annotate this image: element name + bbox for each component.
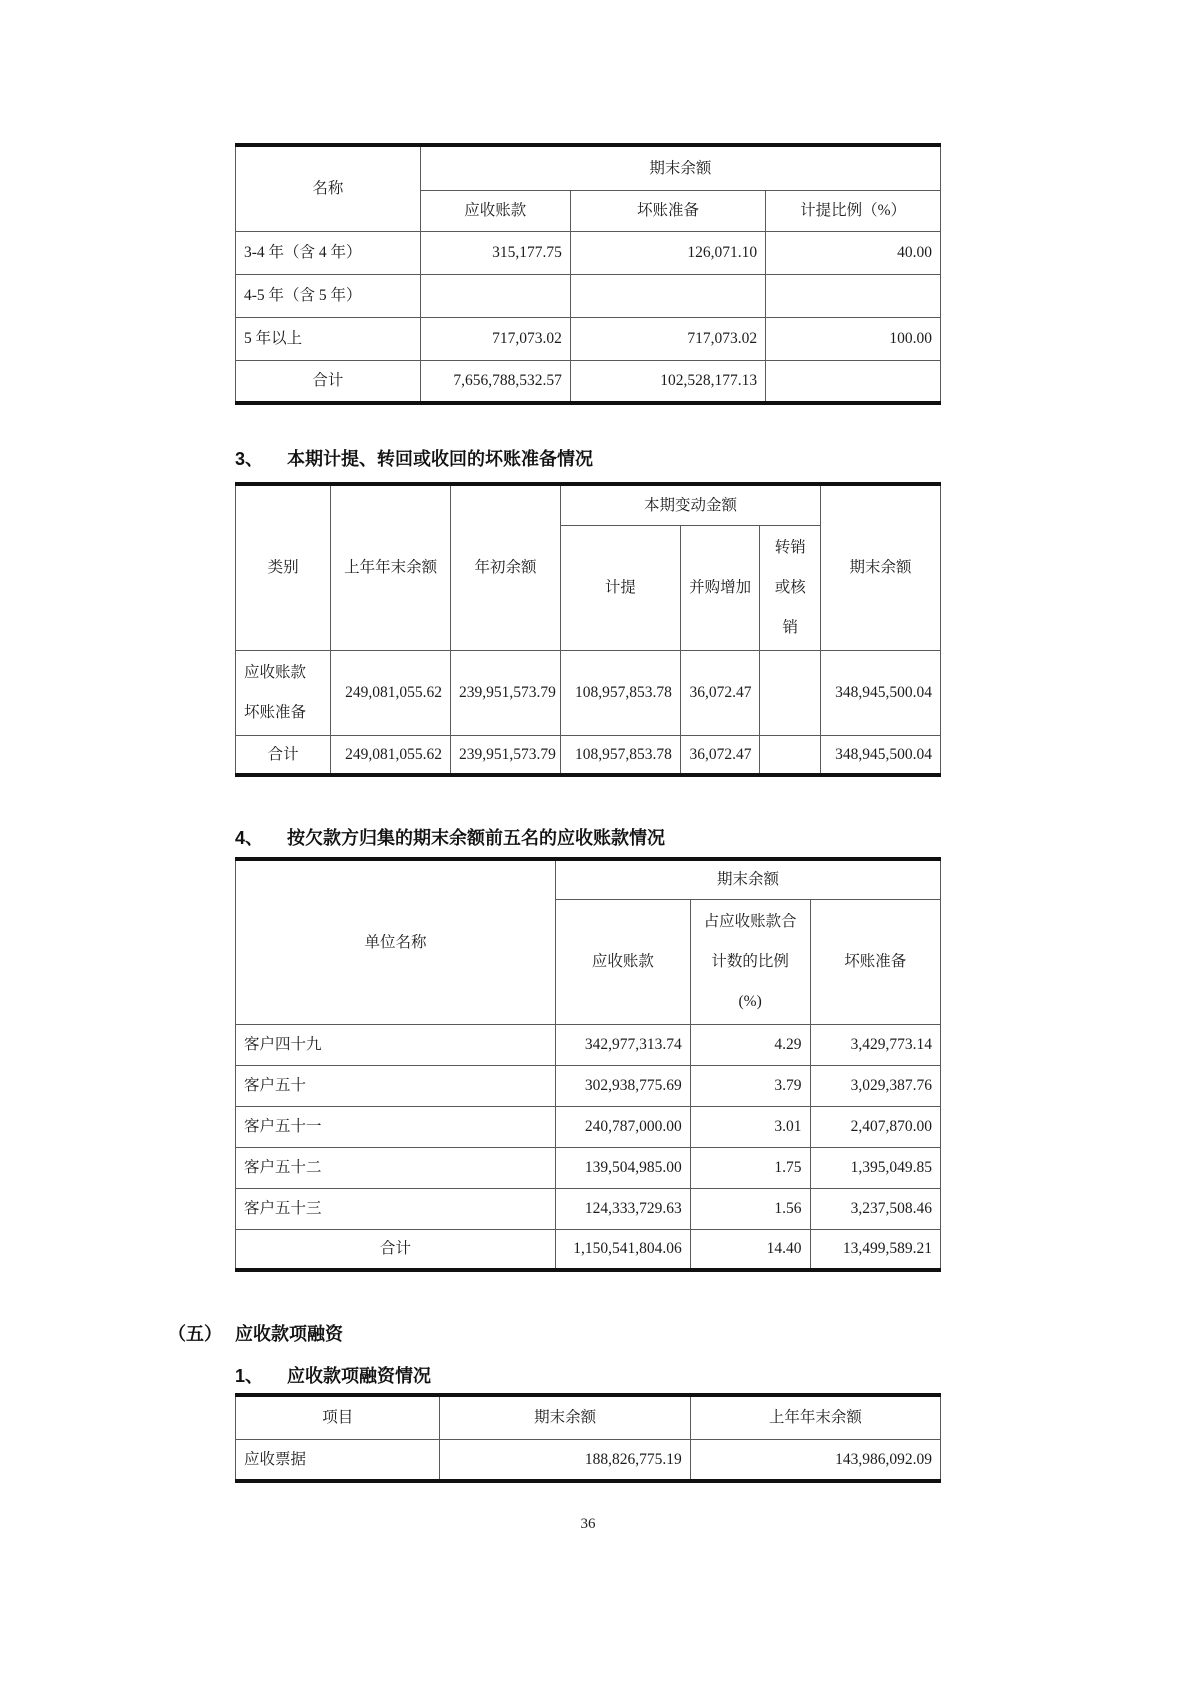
column-header-year-begin: 年初余额 (451, 484, 561, 650)
subsection-heading-1 (235, 1364, 431, 1388)
table-row (236, 231, 941, 274)
cell-label: 3-4 年（含 4 年） (236, 231, 421, 274)
receivables-financing-table (235, 1393, 941, 1483)
column-header-receivable: 应收账款 (420, 190, 570, 231)
cell-year-begin: 239,951,573.79 (451, 650, 561, 735)
cell-customer: 客户五十 (236, 1065, 556, 1106)
section-heading-3 (235, 447, 593, 471)
cell-bad-debt: 1,395,049.85 (810, 1147, 940, 1188)
cell-bad-debt: 102,528,177.13 (570, 360, 765, 403)
cell-total-label: 合计 (236, 735, 331, 775)
cell-customer: 客户五十三 (236, 1188, 556, 1229)
cell-label: 5 年以上 (236, 317, 421, 360)
column-header-period-end: 期末余额 (440, 1395, 690, 1439)
cell-customer: 客户四十九 (236, 1024, 556, 1065)
cell-label: 4-5 年（含 5 年） (236, 274, 421, 317)
column-group-header-period-end: 期末余额 (556, 859, 941, 899)
cell-acquisition: 36,072.47 (680, 650, 760, 735)
column-header-item: 项目 (236, 1395, 440, 1439)
cell-customer: 客户五十二 (236, 1147, 556, 1188)
cell-year-begin: 239,951,573.79 (451, 735, 561, 775)
cell-acquisition: 36,072.47 (680, 735, 760, 775)
section-title: 按欠款方归集的期末余额前五名的应收账款情况 (287, 828, 665, 848)
column-header-category: 类别 (236, 484, 331, 650)
section-number: （五） (168, 1324, 222, 1344)
cell-receivable: 315,177.75 (420, 231, 570, 274)
cell-item: 应收票据 (236, 1439, 440, 1481)
cell-receivable: 124,333,729.63 (556, 1188, 691, 1229)
cell-ratio (766, 274, 941, 317)
cell-bad-debt (570, 274, 765, 317)
section-heading-5 (168, 1322, 343, 1346)
table-row (236, 1106, 941, 1147)
table-total-row (236, 1229, 941, 1270)
cell-prev-year-end: 143,986,092.09 (690, 1439, 940, 1481)
column-header-accrual: 计提 (560, 525, 680, 650)
column-group-header-period-end: 期末余额 (420, 145, 940, 190)
section-heading-4 (235, 826, 665, 850)
section-title: 应收款项融资情况 (287, 1366, 431, 1386)
table-total-row (236, 360, 941, 403)
cell-bad-debt: 3,029,387.76 (810, 1065, 940, 1106)
cell-total-label: 合计 (236, 1229, 556, 1270)
provision-change-table (235, 482, 941, 777)
cell-receivable: 717,073.02 (420, 317, 570, 360)
section-number: 4、 (235, 828, 264, 848)
cell-ratio (766, 360, 941, 403)
cell-period-end: 348,945,500.04 (821, 650, 941, 735)
table-header-row (236, 484, 941, 525)
top-five-receivables-table (235, 857, 941, 1272)
cell-ratio: 1.56 (690, 1188, 810, 1229)
column-header-receivable: 应收账款 (556, 899, 691, 1024)
table-row (236, 1024, 941, 1065)
column-header-ratio: 占应收账款合 计数的比例 (%) (690, 899, 810, 1024)
column-header-writeoff: 转销 或核 销 (760, 525, 821, 650)
column-header-unit-name: 单位名称 (236, 859, 556, 1024)
aging-analysis-table (235, 143, 941, 405)
section-title: 本期计提、转回或收回的坏账准备情况 (287, 449, 593, 469)
cell-receivable: 1,150,541,804.06 (556, 1229, 691, 1270)
cell-accrual: 108,957,853.78 (560, 650, 680, 735)
cell-bad-debt: 3,429,773.14 (810, 1024, 940, 1065)
cell-period-end: 188,826,775.19 (440, 1439, 690, 1481)
table-row (236, 274, 941, 317)
table-row (236, 1147, 941, 1188)
cell-prev-year-end: 249,081,055.62 (331, 735, 451, 775)
cell-bad-debt: 126,071.10 (570, 231, 765, 274)
table-row (236, 1065, 941, 1106)
cell-ratio: 14.40 (690, 1229, 810, 1270)
cell-accrual: 108,957,853.78 (560, 735, 680, 775)
cell-category: 应收账款 坏账准备 (236, 650, 331, 735)
cell-bad-debt: 2,407,870.00 (810, 1106, 940, 1147)
cell-bad-debt: 13,499,589.21 (810, 1229, 940, 1270)
cell-writeoff (760, 650, 821, 735)
column-header-bad-debt: 坏账准备 (570, 190, 765, 231)
column-header-prev-year-end: 上年年末余额 (331, 484, 451, 650)
cell-bad-debt: 717,073.02 (570, 317, 765, 360)
table-row (236, 317, 941, 360)
table-total-row (236, 735, 941, 775)
column-group-header-change: 本期变动金额 (560, 484, 820, 525)
cell-ratio: 3.79 (690, 1065, 810, 1106)
cell-ratio: 3.01 (690, 1106, 810, 1147)
cell-bad-debt: 3,237,508.46 (810, 1188, 940, 1229)
table-header-row (236, 1395, 941, 1439)
column-header-acquisition: 并购增加 (680, 525, 760, 650)
cell-total-label: 合计 (236, 360, 421, 403)
table-row (236, 1188, 941, 1229)
cell-ratio: 4.29 (690, 1024, 810, 1065)
cell-prev-year-end: 249,081,055.62 (331, 650, 451, 735)
cell-receivable: 7,656,788,532.57 (420, 360, 570, 403)
table-row (236, 1439, 941, 1481)
cell-writeoff (760, 735, 821, 775)
table-header-row (236, 859, 941, 899)
cell-ratio: 1.75 (690, 1147, 810, 1188)
table-row (236, 650, 941, 735)
column-header-period-end: 期末余额 (821, 484, 941, 650)
section-title: 应收款项融资 (235, 1324, 343, 1344)
section-number: 1、 (235, 1366, 264, 1386)
cell-receivable: 302,938,775.69 (556, 1065, 691, 1106)
cell-ratio: 100.00 (766, 317, 941, 360)
cell-ratio: 40.00 (766, 231, 941, 274)
column-header-bad-debt: 坏账准备 (810, 899, 940, 1024)
column-header-prev-year-end: 上年年末余额 (690, 1395, 940, 1439)
column-header-ratio: 计提比例（%） (766, 190, 941, 231)
cell-receivable: 139,504,985.00 (556, 1147, 691, 1188)
cell-customer: 客户五十一 (236, 1106, 556, 1147)
cell-receivable: 342,977,313.74 (556, 1024, 691, 1065)
table-header-row (236, 145, 941, 190)
section-number: 3、 (235, 449, 264, 469)
column-header-name: 名称 (236, 145, 421, 231)
page-number: 36 (580, 1516, 596, 1532)
cell-receivable: 240,787,000.00 (556, 1106, 691, 1147)
cell-period-end: 348,945,500.04 (821, 735, 941, 775)
cell-receivable (420, 274, 570, 317)
